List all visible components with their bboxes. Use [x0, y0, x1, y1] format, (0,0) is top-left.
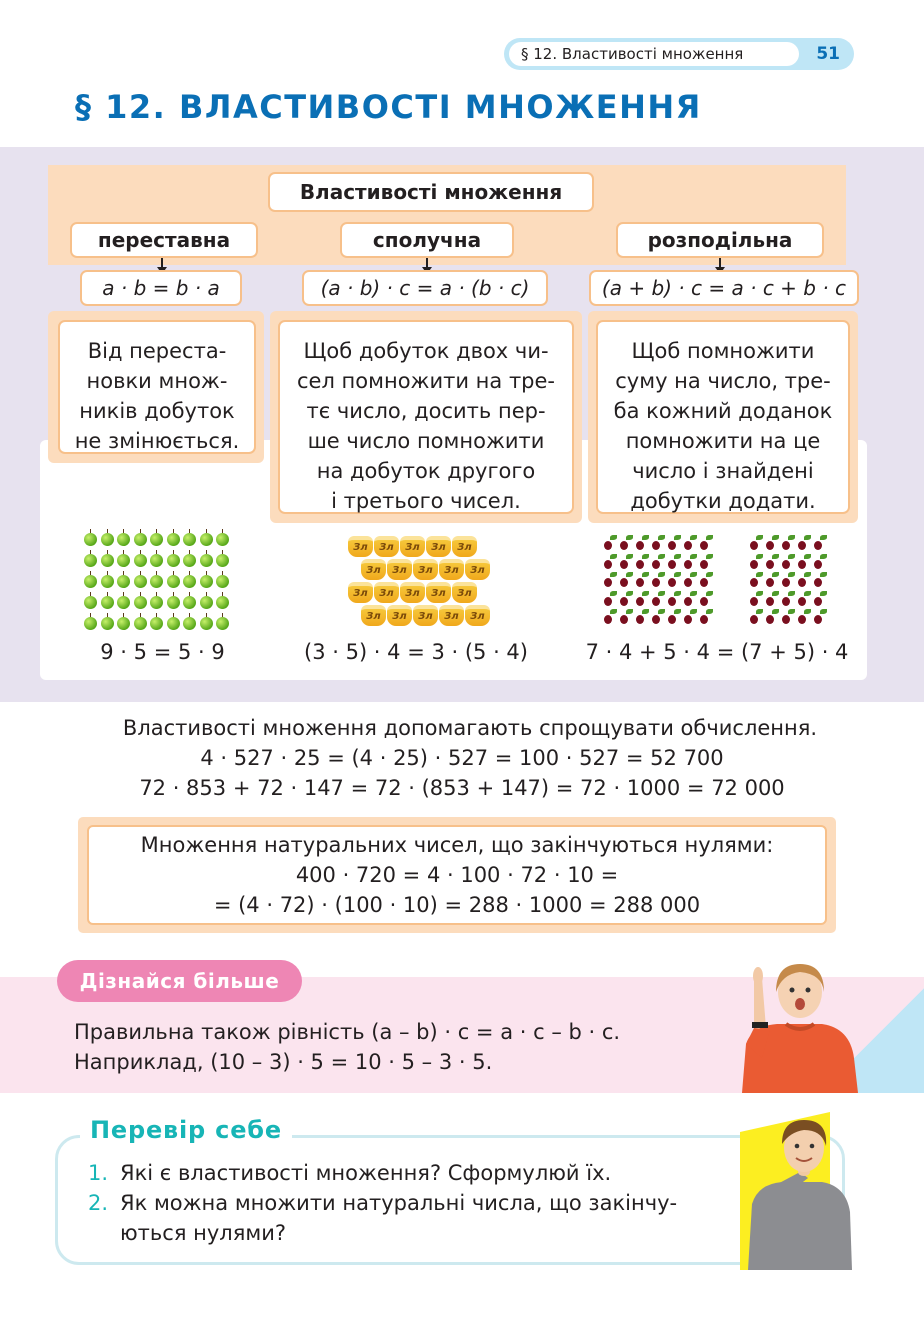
cherry-icon	[699, 609, 715, 627]
cherry-icon	[635, 535, 651, 553]
apple-icon	[84, 554, 97, 567]
honey-jar-row	[348, 536, 477, 557]
honey-jar-row	[361, 605, 490, 626]
cherry-icon	[749, 572, 765, 590]
description-associative	[278, 320, 574, 514]
formula-distributive: (a + b) · c = a · c + b · c	[589, 270, 859, 306]
property-commutative: переставна	[70, 222, 258, 258]
section-label: § 12. Властивості множення	[509, 42, 799, 66]
example-associative: (3 · 5) · 4 = 3 · (5 · 4)	[304, 640, 528, 664]
question-number: 1.	[88, 1161, 109, 1185]
cherry-icon	[603, 554, 619, 572]
apple-icon	[134, 596, 147, 609]
cherry-icon	[683, 535, 699, 553]
honey-jar-icon: Зл	[361, 605, 386, 626]
page-title: § 12. ВЛАСТИВОСТІ МНОЖЕННЯ	[75, 88, 702, 126]
description-line: і третього чисел.	[331, 489, 521, 513]
cherries-illustration-5x5	[749, 535, 829, 628]
apple-icon	[200, 617, 213, 630]
learn-more-line-1: Правильна також рівність (a – b) · c = a · c – b · c.	[74, 1020, 621, 1044]
apple-icon	[84, 575, 97, 588]
honey-jar-icon: Зл	[387, 605, 412, 626]
question-item	[88, 1191, 677, 1215]
cherry-icon	[619, 591, 635, 609]
cherry-icon	[797, 554, 813, 572]
cherry-icon	[699, 591, 715, 609]
cherry-icon	[619, 572, 635, 590]
arrow-down-icon	[719, 258, 721, 268]
arrow-down-icon	[426, 258, 428, 268]
apple-icon	[84, 617, 97, 630]
apple-icon	[216, 575, 229, 588]
cherry-icon	[797, 591, 813, 609]
apple-icon	[167, 596, 180, 609]
apple-icon	[167, 575, 180, 588]
apple-icon	[216, 554, 229, 567]
cherry-icon	[813, 572, 829, 590]
cherry-icon	[651, 554, 667, 572]
honey-jar-icon: Зл	[348, 582, 373, 603]
simplify-example-2: 72 · 853 + 72 · 147 = 72 · (853 + 147) = 72 · 1000 = 72 000	[139, 776, 785, 800]
cherry-icon	[797, 535, 813, 553]
cherry-icon	[683, 554, 699, 572]
honey-jar-icon: Зл	[465, 559, 490, 580]
apple-icon	[117, 575, 130, 588]
cherry-icon	[749, 609, 765, 627]
boy-pointing-illustration	[740, 1112, 860, 1270]
cherry-icon	[797, 609, 813, 627]
apples-illustration	[84, 528, 233, 633]
cherry-icon	[699, 554, 715, 572]
apple-icon	[101, 617, 114, 630]
cherry-icon	[781, 591, 797, 609]
cherry-icon	[699, 535, 715, 553]
apple-icon	[167, 554, 180, 567]
honey-jar-icon: Зл	[361, 559, 386, 580]
apple-icon	[183, 533, 196, 546]
apple-icon	[200, 554, 213, 567]
apple-icon	[84, 596, 97, 609]
description-commutative	[58, 320, 256, 454]
apple-icon	[200, 533, 213, 546]
question-item	[88, 1161, 611, 1185]
honey-jar-icon: Зл	[465, 605, 490, 626]
description-line: Від переста-	[87, 339, 227, 363]
cherry-icon	[683, 572, 699, 590]
description-line: не змінюється.	[74, 429, 240, 453]
cherry-icon	[749, 554, 765, 572]
cherry-icon	[619, 609, 635, 627]
cherry-icon	[781, 609, 797, 627]
honey-jar-icon: Зл	[374, 536, 399, 557]
description-line: сел помножити на тре-	[296, 369, 556, 393]
cherry-icon	[603, 609, 619, 627]
description-line: Щоб помножити	[631, 339, 815, 363]
honey-jar-icon: Зл	[387, 559, 412, 580]
description-line: ба кожний доданок	[613, 399, 833, 423]
apple-icon	[183, 617, 196, 630]
honey-jar-icon: Зл	[452, 582, 477, 603]
simplify-example-1: 4 · 527 · 25 = (4 · 25) · 527 = 100 · 527 = 52 700	[200, 746, 724, 770]
cherry-icon	[603, 591, 619, 609]
apple-icon	[150, 533, 163, 546]
cherry-icon	[813, 609, 829, 627]
apple-icon	[117, 554, 130, 567]
apple-icon	[134, 575, 147, 588]
apple-icon	[183, 596, 196, 609]
question-text: Як можна множити натуральні числа, що закінчу-	[120, 1191, 678, 1215]
apple-icon	[134, 554, 147, 567]
formula-commutative: a · b = b · a	[80, 270, 242, 306]
honey-jar-icon: Зл	[400, 536, 425, 557]
honey-jar-icon: Зл	[426, 536, 451, 557]
apple-icon	[200, 575, 213, 588]
property-distributive: розподільна	[616, 222, 824, 258]
diagram-root: Властивості множення	[268, 172, 594, 212]
cherry-icon	[667, 572, 683, 590]
description-line: на добуток другого	[316, 459, 536, 483]
simplify-intro: Властивості множення допомагають спрощувати обчислення.	[122, 716, 818, 740]
learn-more-badge: Дізнайся більше	[57, 960, 302, 1002]
question-item-continued	[88, 1221, 286, 1245]
honey-jar-row	[361, 559, 490, 580]
zeros-line-2: = (4 · 72) · (100 · 10) = 288 · 1000 = 288 000	[213, 893, 701, 917]
cherry-icon	[683, 591, 699, 609]
cherry-icon	[765, 554, 781, 572]
honey-jar-icon: Зл	[452, 536, 477, 557]
example-distributive: 7 · 4 + 5 · 4 = (7 + 5) · 4	[585, 640, 849, 664]
description-distributive	[596, 320, 850, 514]
apple-icon	[150, 575, 163, 588]
description-line: новки множ-	[86, 369, 228, 393]
cherry-icon	[635, 554, 651, 572]
question-text: Які є властивості множення? Сформулюй їх.	[120, 1161, 612, 1185]
honey-jar-icon: Зл	[413, 605, 438, 626]
apple-icon	[134, 533, 147, 546]
honey-jar-icon: Зл	[374, 582, 399, 603]
cherry-icon	[667, 554, 683, 572]
example-commutative: 9 · 5 = 5 · 9	[100, 640, 225, 664]
honey-jar-row	[348, 582, 477, 603]
cherry-icon	[813, 554, 829, 572]
formula-associative: (a · b) · c = a · (b · c)	[302, 270, 548, 306]
apple-icon	[117, 617, 130, 630]
question-text: ються нулями?	[120, 1221, 286, 1245]
apple-icon	[101, 554, 114, 567]
description-line: добутки додати.	[630, 489, 816, 513]
apple-icon	[183, 575, 196, 588]
cherry-icon	[765, 609, 781, 627]
honey-jar-icon: Зл	[413, 559, 438, 580]
cherry-icon	[603, 572, 619, 590]
cherry-icon	[603, 535, 619, 553]
cherries-illustration-7x5	[603, 535, 715, 628]
apple-icon	[150, 617, 163, 630]
learn-more-line-2: Наприклад, (10 – 3) · 5 = 10 · 5 – 3 · 5.	[74, 1050, 493, 1074]
honey-jar-icon: Зл	[348, 536, 373, 557]
apple-icon	[216, 617, 229, 630]
header-pill	[504, 38, 854, 70]
honey-jar-icon: Зл	[439, 559, 464, 580]
apple-icon	[200, 596, 213, 609]
cherry-icon	[635, 572, 651, 590]
cherry-icon	[797, 572, 813, 590]
cherry-icon	[619, 535, 635, 553]
apple-icon	[101, 596, 114, 609]
apple-icon	[84, 533, 97, 546]
description-line: тє число, досить пер-	[306, 399, 546, 423]
arrow-down-icon	[161, 258, 163, 268]
cherry-icon	[651, 591, 667, 609]
description-line: число і знайдені	[632, 459, 814, 483]
page-number: 51	[816, 44, 840, 64]
apple-icon	[167, 533, 180, 546]
cherry-icon	[635, 609, 651, 627]
cherry-icon	[781, 535, 797, 553]
cherry-icon	[651, 609, 667, 627]
apple-icon	[134, 617, 147, 630]
cherry-icon	[667, 535, 683, 553]
honey-jar-icon: Зл	[400, 582, 425, 603]
cherry-icon	[635, 591, 651, 609]
description-line: ше число помножити	[307, 429, 545, 453]
girl-pointing-illustration	[732, 958, 862, 1093]
description-line: помножити на це	[625, 429, 821, 453]
apple-icon	[183, 554, 196, 567]
zeros-box	[87, 825, 827, 925]
apple-icon	[216, 533, 229, 546]
apple-icon	[117, 533, 130, 546]
cherry-icon	[813, 535, 829, 553]
zeros-line-1: 400 · 720 = 4 · 100 · 72 · 10 =	[295, 863, 619, 887]
honey-jar-icon: Зл	[426, 582, 451, 603]
apple-icon	[150, 554, 163, 567]
apple-icon	[216, 596, 229, 609]
apple-icon	[101, 533, 114, 546]
description-line: Щоб добуток двох чи-	[303, 339, 549, 363]
apple-icon	[167, 617, 180, 630]
cherry-icon	[749, 535, 765, 553]
honey-jar-icon: Зл	[439, 605, 464, 626]
zeros-heading: Множення натуральних чисел, що закінчуються нулями:	[140, 833, 774, 857]
cherry-icon	[781, 572, 797, 590]
cherry-icon	[667, 591, 683, 609]
cherry-icon	[667, 609, 683, 627]
question-number: 2.	[88, 1191, 109, 1215]
cherry-icon	[699, 572, 715, 590]
apple-icon	[150, 596, 163, 609]
apple-icon	[101, 575, 114, 588]
apple-icon	[117, 596, 130, 609]
cherry-icon	[651, 535, 667, 553]
cherry-icon	[813, 591, 829, 609]
property-associative: сполучна	[340, 222, 514, 258]
cherry-icon	[683, 609, 699, 627]
description-line: суму на число, тре-	[615, 369, 831, 393]
check-title: Перевір себе	[80, 1116, 292, 1144]
cherry-icon	[765, 591, 781, 609]
description-line: ників добуток	[79, 399, 235, 423]
cherry-icon	[765, 572, 781, 590]
cherry-icon	[781, 554, 797, 572]
cherry-icon	[619, 554, 635, 572]
cherry-icon	[651, 572, 667, 590]
cherry-icon	[765, 535, 781, 553]
cherry-icon	[749, 591, 765, 609]
